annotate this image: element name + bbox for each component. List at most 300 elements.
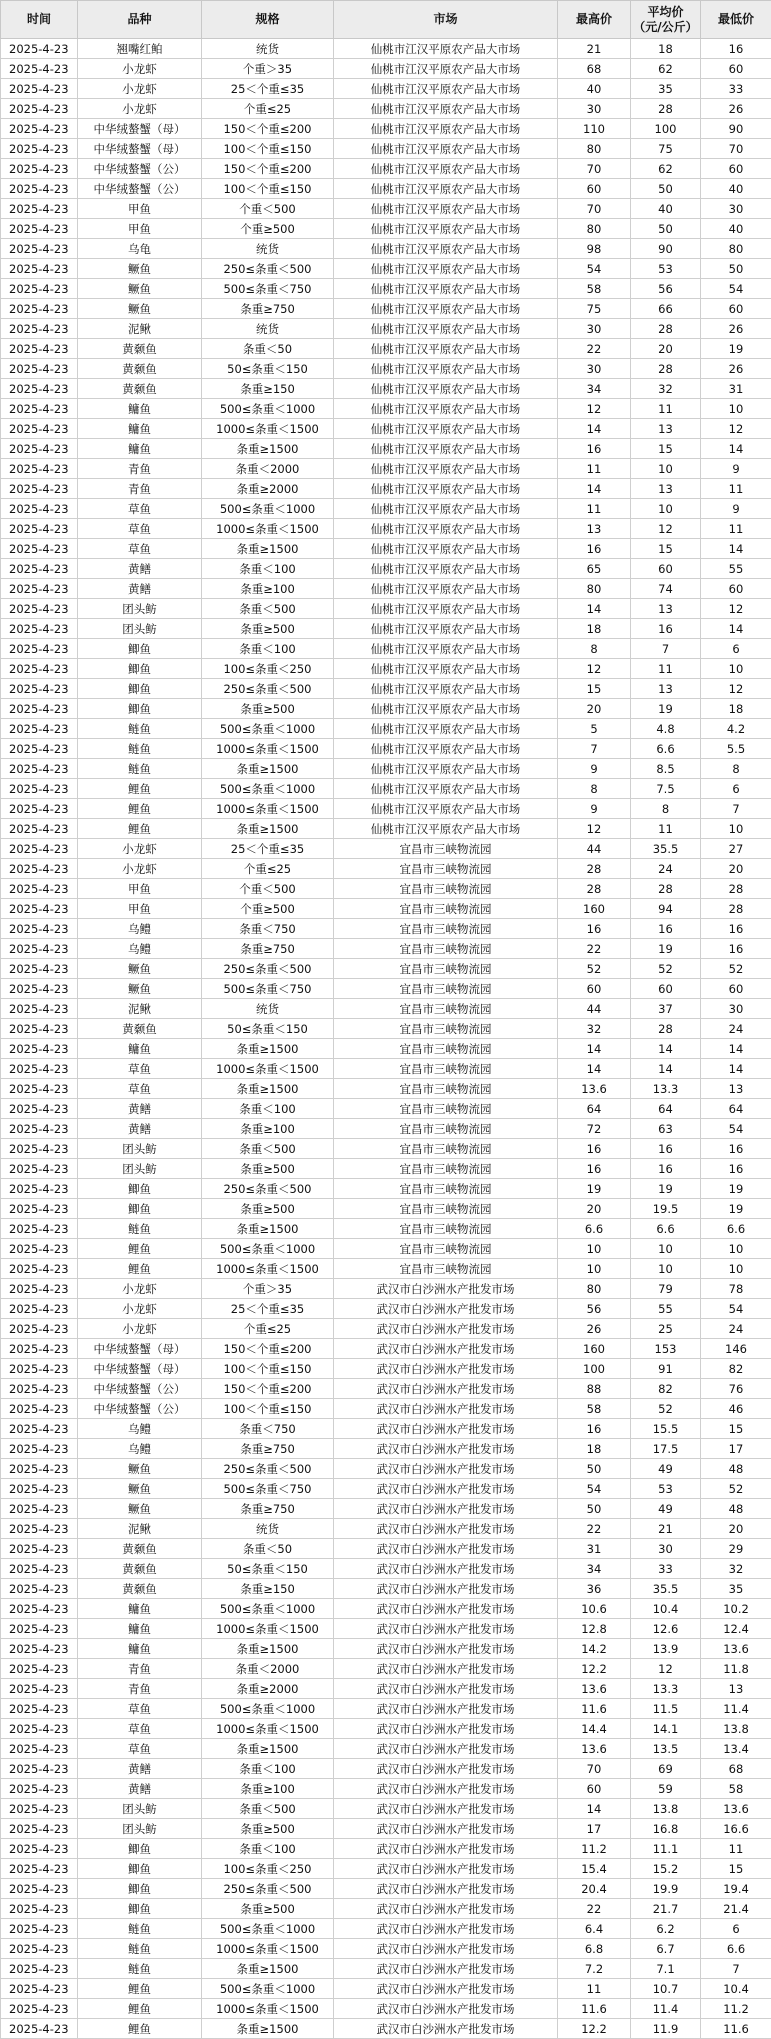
cell-market: 仙桃市江汉平原农产品大市场	[334, 299, 558, 319]
cell-spec: 条重＜750	[202, 1419, 334, 1439]
cell-low: 12	[701, 679, 771, 699]
cell-avg: 7	[631, 639, 701, 659]
cell-avg: 64	[631, 1099, 701, 1119]
cell-market: 武汉市白沙洲水产批发市场	[334, 1279, 558, 1299]
cell-high: 50	[558, 1459, 631, 1479]
cell-avg: 14	[631, 1039, 701, 1059]
cell-kind: 中华绒螯蟹（母）	[78, 1339, 202, 1359]
cell-market: 仙桃市江汉平原农产品大市场	[334, 59, 558, 79]
cell-market: 仙桃市江汉平原农产品大市场	[334, 339, 558, 359]
cell-kind: 鳜鱼	[78, 1479, 202, 1499]
cell-market: 宜昌市三峡物流园	[334, 919, 558, 939]
cell-spec: 条重≥150	[202, 1579, 334, 1599]
cell-market: 宜昌市三峡物流园	[334, 899, 558, 919]
table-row	[1, 1799, 771, 1819]
cell-kind: 小龙虾	[78, 59, 202, 79]
cell-high: 56	[558, 1299, 631, 1319]
cell-low: 6.6	[701, 1219, 771, 1239]
table-row	[1, 1459, 771, 1479]
table-row	[1, 1979, 771, 1999]
cell-kind: 鲢鱼	[78, 1939, 202, 1959]
cell-spec: 条重＜50	[202, 339, 334, 359]
cell-low: 24	[701, 1319, 771, 1339]
cell-low: 11	[701, 1839, 771, 1859]
cell-market: 武汉市白沙洲水产批发市场	[334, 1779, 558, 1799]
cell-avg: 94	[631, 899, 701, 919]
cell-kind: 团头鲂	[78, 1799, 202, 1819]
table-row	[1, 199, 771, 219]
cell-low: 46	[701, 1399, 771, 1419]
cell-high: 60	[558, 179, 631, 199]
cell-kind: 青鱼	[78, 1659, 202, 1679]
cell-high: 75	[558, 299, 631, 319]
cell-market: 仙桃市江汉平原农产品大市场	[334, 399, 558, 419]
cell-avg: 56	[631, 279, 701, 299]
cell-avg: 13.3	[631, 1079, 701, 1099]
table-row	[1, 959, 771, 979]
cell-avg: 52	[631, 1399, 701, 1419]
cell-high: 14	[558, 479, 631, 499]
cell-high: 12	[558, 819, 631, 839]
table-row	[1, 1879, 771, 1899]
cell-high: 9	[558, 799, 631, 819]
cell-spec: 个重＜500	[202, 199, 334, 219]
cell-avg: 100	[631, 119, 701, 139]
cell-spec: 条重＜100	[202, 1099, 334, 1119]
cell-spec: 个重＜500	[202, 879, 334, 899]
cell-low: 19	[701, 1179, 771, 1199]
cell-high: 11.6	[558, 1999, 631, 2019]
table-row	[1, 1499, 771, 1519]
cell-high: 16	[558, 439, 631, 459]
cell-date: 2025-4-23	[1, 779, 78, 799]
cell-low: 30	[701, 199, 771, 219]
cell-spec: 统货	[202, 1519, 334, 1539]
cell-market: 仙桃市江汉平原农产品大市场	[334, 179, 558, 199]
cell-low: 54	[701, 1119, 771, 1139]
cell-low: 60	[701, 299, 771, 319]
cell-high: 40	[558, 79, 631, 99]
cell-kind: 黄颡鱼	[78, 1019, 202, 1039]
cell-date: 2025-4-23	[1, 299, 78, 319]
cell-high: 6.6	[558, 1219, 631, 1239]
cell-date: 2025-4-23	[1, 1359, 78, 1379]
cell-high: 10	[558, 1239, 631, 1259]
cell-spec: 1000≤条重＜1500	[202, 739, 334, 759]
cell-low: 68	[701, 1759, 771, 1779]
cell-market: 宜昌市三峡物流园	[334, 1159, 558, 1179]
cell-kind: 鲢鱼	[78, 719, 202, 739]
cell-kind: 甲鱼	[78, 199, 202, 219]
cell-date: 2025-4-23	[1, 1979, 78, 1999]
table-row	[1, 899, 771, 919]
cell-market: 宜昌市三峡物流园	[334, 1059, 558, 1079]
cell-avg: 21.7	[631, 1899, 701, 1919]
cell-high: 72	[558, 1119, 631, 1139]
cell-spec: 条重＜100	[202, 1839, 334, 1859]
cell-low: 10	[701, 1259, 771, 1279]
cell-kind: 鲫鱼	[78, 1839, 202, 1859]
cell-low: 16	[701, 1139, 771, 1159]
cell-low: 8	[701, 759, 771, 779]
cell-low: 10	[701, 399, 771, 419]
cell-kind: 鳙鱼	[78, 1619, 202, 1639]
cell-kind: 鲫鱼	[78, 1879, 202, 1899]
cell-high: 13.6	[558, 1679, 631, 1699]
cell-high: 6.4	[558, 1919, 631, 1939]
cell-low: 30	[701, 999, 771, 1019]
table-row	[1, 1019, 771, 1039]
header-spec: 规格	[202, 1, 334, 39]
cell-high: 18	[558, 1439, 631, 1459]
cell-high: 50	[558, 1499, 631, 1519]
cell-date: 2025-4-23	[1, 1079, 78, 1099]
cell-avg: 28	[631, 879, 701, 899]
cell-kind: 小龙虾	[78, 79, 202, 99]
cell-high: 6.8	[558, 1939, 631, 1959]
cell-avg: 75	[631, 139, 701, 159]
cell-date: 2025-4-23	[1, 1439, 78, 1459]
cell-avg: 11	[631, 819, 701, 839]
cell-avg: 15.2	[631, 1859, 701, 1879]
table-row	[1, 1259, 771, 1279]
cell-market: 武汉市白沙洲水产批发市场	[334, 1839, 558, 1859]
cell-date: 2025-4-23	[1, 1419, 78, 1439]
cell-date: 2025-4-23	[1, 819, 78, 839]
cell-date: 2025-4-23	[1, 199, 78, 219]
cell-low: 18	[701, 699, 771, 719]
cell-low: 13.6	[701, 1799, 771, 1819]
cell-avg: 153	[631, 1339, 701, 1359]
cell-spec: 条重＜2000	[202, 1659, 334, 1679]
cell-spec: 250≤条重＜500	[202, 1179, 334, 1199]
cell-date: 2025-4-23	[1, 1479, 78, 1499]
cell-date: 2025-4-23	[1, 979, 78, 999]
cell-market: 武汉市白沙洲水产批发市场	[334, 1399, 558, 1419]
cell-kind: 草鱼	[78, 499, 202, 519]
cell-high: 14	[558, 599, 631, 619]
cell-avg: 63	[631, 1119, 701, 1139]
cell-date: 2025-4-23	[1, 479, 78, 499]
cell-avg: 19.9	[631, 1879, 701, 1899]
table-row	[1, 639, 771, 659]
cell-low: 13	[701, 1679, 771, 1699]
cell-date: 2025-4-23	[1, 1859, 78, 1879]
cell-kind: 黄鳝	[78, 1099, 202, 1119]
cell-market: 武汉市白沙洲水产批发市场	[334, 1959, 558, 1979]
cell-high: 28	[558, 859, 631, 879]
cell-market: 仙桃市江汉平原农产品大市场	[334, 619, 558, 639]
cell-high: 12.2	[558, 1659, 631, 1679]
cell-low: 14	[701, 439, 771, 459]
cell-date: 2025-4-23	[1, 39, 78, 59]
cell-avg: 15.5	[631, 1419, 701, 1439]
cell-low: 54	[701, 279, 771, 299]
cell-avg: 17.5	[631, 1439, 701, 1459]
cell-low: 20	[701, 859, 771, 879]
table-row	[1, 539, 771, 559]
cell-spec: 统货	[202, 39, 334, 59]
cell-date: 2025-4-23	[1, 119, 78, 139]
cell-low: 11.2	[701, 1999, 771, 2019]
cell-low: 19	[701, 339, 771, 359]
cell-low: 14	[701, 539, 771, 559]
cell-low: 10.4	[701, 1979, 771, 1999]
cell-market: 武汉市白沙洲水产批发市场	[334, 1879, 558, 1899]
cell-low: 9	[701, 459, 771, 479]
cell-high: 22	[558, 1519, 631, 1539]
table-row	[1, 379, 771, 399]
cell-market: 仙桃市江汉平原农产品大市场	[334, 459, 558, 479]
cell-kind: 中华绒螯蟹（母）	[78, 119, 202, 139]
cell-kind: 鳙鱼	[78, 1039, 202, 1059]
table-row	[1, 1439, 771, 1459]
cell-kind: 鲫鱼	[78, 659, 202, 679]
cell-high: 20	[558, 699, 631, 719]
cell-market: 宜昌市三峡物流园	[334, 939, 558, 959]
cell-date: 2025-4-23	[1, 1099, 78, 1119]
cell-date: 2025-4-23	[1, 219, 78, 239]
cell-avg: 8.5	[631, 759, 701, 779]
cell-market: 仙桃市江汉平原农产品大市场	[334, 479, 558, 499]
cell-market: 武汉市白沙洲水产批发市场	[334, 1459, 558, 1479]
cell-high: 13.6	[558, 1079, 631, 1099]
cell-low: 58	[701, 1779, 771, 1799]
cell-avg: 12.6	[631, 1619, 701, 1639]
table-row	[1, 1699, 771, 1719]
cell-high: 19	[558, 1179, 631, 1199]
header-avg	[631, 1, 701, 39]
cell-avg: 10	[631, 1239, 701, 1259]
cell-spec: 个重≤25	[202, 99, 334, 119]
cell-avg: 12	[631, 519, 701, 539]
cell-avg: 19	[631, 1179, 701, 1199]
cell-date: 2025-4-23	[1, 1399, 78, 1419]
table-row	[1, 119, 771, 139]
cell-spec: 100＜个重≤150	[202, 1359, 334, 1379]
cell-high: 30	[558, 319, 631, 339]
cell-avg: 49	[631, 1459, 701, 1479]
cell-low: 21.4	[701, 1899, 771, 1919]
cell-low: 14	[701, 1059, 771, 1079]
cell-date: 2025-4-23	[1, 799, 78, 819]
cell-spec: 条重≥1500	[202, 1219, 334, 1239]
cell-date: 2025-4-23	[1, 1519, 78, 1539]
cell-kind: 黄鳝	[78, 579, 202, 599]
cell-low: 16	[701, 939, 771, 959]
cell-avg: 62	[631, 59, 701, 79]
cell-low: 60	[701, 979, 771, 999]
table-row	[1, 279, 771, 299]
cell-spec: 条重≥1500	[202, 1079, 334, 1099]
cell-market: 武汉市白沙洲水产批发市场	[334, 1479, 558, 1499]
cell-avg: 24	[631, 859, 701, 879]
cell-market: 武汉市白沙洲水产批发市场	[334, 1859, 558, 1879]
cell-market: 仙桃市江汉平原农产品大市场	[334, 79, 558, 99]
cell-kind: 鳙鱼	[78, 439, 202, 459]
cell-high: 15	[558, 679, 631, 699]
cell-spec: 1000≤条重＜1500	[202, 1719, 334, 1739]
cell-market: 仙桃市江汉平原农产品大市场	[334, 239, 558, 259]
cell-date: 2025-4-23	[1, 1779, 78, 1799]
cell-kind: 鳙鱼	[78, 1599, 202, 1619]
cell-kind: 甲鱼	[78, 219, 202, 239]
cell-avg: 91	[631, 1359, 701, 1379]
cell-spec: 1000≤条重＜1500	[202, 1619, 334, 1639]
cell-kind: 鲤鱼	[78, 1979, 202, 1999]
cell-kind: 鲤鱼	[78, 2019, 202, 2039]
cell-kind: 鲫鱼	[78, 639, 202, 659]
cell-avg: 10	[631, 1259, 701, 1279]
header-avg-unit: （元/公斤）	[633, 19, 698, 34]
cell-spec: 条重＜500	[202, 1139, 334, 1159]
cell-kind: 鲫鱼	[78, 699, 202, 719]
cell-low: 32	[701, 1559, 771, 1579]
cell-market: 武汉市白沙洲水产批发市场	[334, 1599, 558, 1619]
cell-high: 80	[558, 219, 631, 239]
cell-avg: 55	[631, 1299, 701, 1319]
cell-avg: 13.3	[631, 1679, 701, 1699]
cell-low: 60	[701, 579, 771, 599]
cell-date: 2025-4-23	[1, 919, 78, 939]
cell-date: 2025-4-23	[1, 1959, 78, 1979]
cell-low: 28	[701, 899, 771, 919]
cell-spec: 1000≤条重＜1500	[202, 1259, 334, 1279]
cell-kind: 草鱼	[78, 1739, 202, 1759]
cell-market: 宜昌市三峡物流园	[334, 1139, 558, 1159]
cell-market: 武汉市白沙洲水产批发市场	[334, 1919, 558, 1939]
cell-spec: 250≤条重＜500	[202, 1459, 334, 1479]
cell-spec: 500≤条重＜750	[202, 279, 334, 299]
table-row	[1, 499, 771, 519]
cell-kind: 小龙虾	[78, 99, 202, 119]
header-row	[1, 1, 771, 39]
cell-avg: 52	[631, 959, 701, 979]
cell-avg: 16	[631, 1159, 701, 1179]
table-row	[1, 1679, 771, 1699]
cell-date: 2025-4-23	[1, 1879, 78, 1899]
table-row	[1, 1839, 771, 1859]
cell-date: 2025-4-23	[1, 539, 78, 559]
cell-market: 仙桃市江汉平原农产品大市场	[334, 719, 558, 739]
table-row	[1, 1179, 771, 1199]
cell-date: 2025-4-23	[1, 899, 78, 919]
cell-avg: 21	[631, 1519, 701, 1539]
cell-market: 仙桃市江汉平原农产品大市场	[334, 139, 558, 159]
cell-avg: 35	[631, 79, 701, 99]
cell-kind: 翘嘴红鲌	[78, 39, 202, 59]
cell-date: 2025-4-23	[1, 1999, 78, 2019]
cell-date: 2025-4-23	[1, 59, 78, 79]
cell-date: 2025-4-23	[1, 99, 78, 119]
cell-avg: 15	[631, 439, 701, 459]
cell-high: 34	[558, 1559, 631, 1579]
cell-spec: 100≤条重＜250	[202, 659, 334, 679]
table-row	[1, 59, 771, 79]
cell-market: 武汉市白沙洲水产批发市场	[334, 2019, 558, 2039]
cell-spec: 1000≤条重＜1500	[202, 1059, 334, 1079]
table-row	[1, 99, 771, 119]
table-row	[1, 1639, 771, 1659]
table-row	[1, 1199, 771, 1219]
cell-high: 88	[558, 1379, 631, 1399]
cell-avg: 10.7	[631, 1979, 701, 1999]
cell-market: 宜昌市三峡物流园	[334, 1239, 558, 1259]
cell-kind: 鲤鱼	[78, 779, 202, 799]
table-row	[1, 1959, 771, 1979]
cell-low: 14	[701, 1039, 771, 1059]
cell-high: 60	[558, 979, 631, 999]
cell-spec: 个重＞35	[202, 59, 334, 79]
cell-low: 6	[701, 779, 771, 799]
cell-low: 20	[701, 1519, 771, 1539]
cell-high: 22	[558, 339, 631, 359]
table-row	[1, 1299, 771, 1319]
cell-kind: 团头鲂	[78, 599, 202, 619]
cell-kind: 草鱼	[78, 1059, 202, 1079]
cell-spec: 25＜个重≤35	[202, 1299, 334, 1319]
cell-low: 26	[701, 319, 771, 339]
cell-low: 5.5	[701, 739, 771, 759]
table-row	[1, 1999, 771, 2019]
table-row	[1, 1359, 771, 1379]
cell-high: 10.6	[558, 1599, 631, 1619]
cell-spec: 条重≥1500	[202, 759, 334, 779]
cell-kind: 团头鲂	[78, 1819, 202, 1839]
table-row	[1, 1719, 771, 1739]
cell-market: 武汉市白沙洲水产批发市场	[334, 1679, 558, 1699]
cell-date: 2025-4-23	[1, 999, 78, 1019]
cell-date: 2025-4-23	[1, 839, 78, 859]
cell-low: 31	[701, 379, 771, 399]
cell-avg: 20	[631, 339, 701, 359]
cell-high: 11	[558, 459, 631, 479]
cell-date: 2025-4-23	[1, 499, 78, 519]
cell-high: 13.6	[558, 1739, 631, 1759]
cell-high: 100	[558, 1359, 631, 1379]
header-date: 时间	[1, 1, 78, 39]
table-row	[1, 1039, 771, 1059]
cell-kind: 鲫鱼	[78, 1199, 202, 1219]
table-row	[1, 79, 771, 99]
cell-market: 仙桃市江汉平原农产品大市场	[334, 359, 558, 379]
cell-spec: 100≤条重＜250	[202, 1859, 334, 1879]
table-row	[1, 519, 771, 539]
cell-high: 20	[558, 1199, 631, 1219]
cell-high: 34	[558, 379, 631, 399]
table-row	[1, 259, 771, 279]
cell-spec: 500≤条重＜1000	[202, 779, 334, 799]
cell-high: 16	[558, 1159, 631, 1179]
cell-low: 11	[701, 519, 771, 539]
cell-low: 4.2	[701, 719, 771, 739]
cell-date: 2025-4-23	[1, 1639, 78, 1659]
cell-low: 26	[701, 359, 771, 379]
cell-market: 武汉市白沙洲水产批发市场	[334, 1419, 558, 1439]
cell-kind: 小龙虾	[78, 1299, 202, 1319]
cell-market: 仙桃市江汉平原农产品大市场	[334, 499, 558, 519]
cell-date: 2025-4-23	[1, 1279, 78, 1299]
cell-spec: 250≤条重＜500	[202, 679, 334, 699]
cell-spec: 500≤条重＜1000	[202, 1699, 334, 1719]
table-row	[1, 339, 771, 359]
cell-avg: 6.6	[631, 739, 701, 759]
cell-date: 2025-4-23	[1, 439, 78, 459]
table-row	[1, 39, 771, 59]
cell-high: 70	[558, 159, 631, 179]
cell-spec: 条重＜750	[202, 919, 334, 939]
cell-kind: 鳜鱼	[78, 959, 202, 979]
